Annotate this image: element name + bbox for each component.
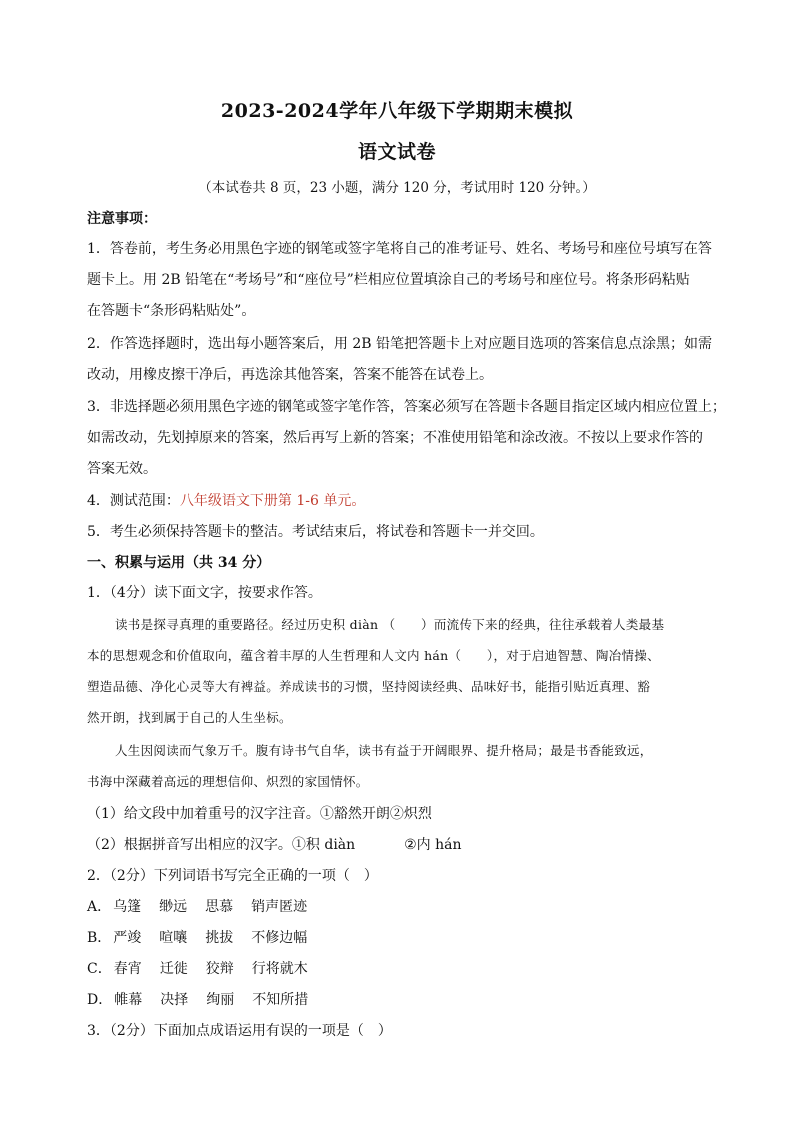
- question-2-option-c: C． 春宵 迁徙 狡辩 行将就木: [87, 961, 308, 977]
- note-3-line-2: 如需改动，先划掉原来的答案，然后再写上新的答案；不准使用铅笔和涂改液。不按以上要求作答的: [87, 430, 703, 446]
- note-1-line-1: 1．答卷前，考生务必用黑色字迹的钢笔或签字笔将自己的准考证号、姓名、考场号和座位号填写在答: [87, 241, 712, 257]
- question-2-option-d: D． 帷幕 决择 绚丽 不知所措: [87, 992, 309, 1008]
- exam-subject-title: 语文试卷: [357, 141, 436, 163]
- note-3-line-1: 3．非选择题必须用黑色字迹的钢笔或签字笔作答，答案必须写在答题卡各题目指定区域内相应位置上；: [87, 399, 726, 415]
- passage-p2-line-2: 书海中深藏着高远的理想信仰、炽烈的家国情怀。: [87, 774, 369, 789]
- question-1-sub-2-a: （2）根据拼音写出相应的汉字。①积 diàn: [87, 837, 356, 853]
- question-1-sub-2: [87, 834, 712, 854]
- note-4: [87, 490, 712, 510]
- exam-title: 2023-2024学年八年级下学期期末模拟: [220, 100, 574, 122]
- exam-info: （本试卷共 8 页，23 小题，满分 120 分，考试用时 120 分钟。）: [198, 180, 596, 196]
- question-2-stem: 2．（2分）下列词语书写完全正确的一项（ ）: [87, 868, 378, 884]
- passage-p2-line-1: 人生因阅读而气象万千。腹有诗书气自华，读书有益于开阔眼界、提升格局；最是书香能致远，: [115, 743, 653, 758]
- passage-p1-line-1: 读书是探寻真理的重要路径。经过历史积 diàn （ ）而流传下来的经典，往往承载着人类最基: [115, 617, 665, 632]
- note-1-line-3: 在答题卡“条形码粘贴处”。: [87, 303, 256, 319]
- question-1-sub-2-b: ②内 hán: [404, 837, 462, 853]
- section-1-heading: 一、积累与运用（共 34 分）: [87, 555, 271, 571]
- passage-p1-line-3: 塑造品德、净化心灵等大有裨益。养成读书的习惯，坚持阅读经典、品味好书，能指引贴近真理、豁: [87, 679, 651, 694]
- question-2-option-b: B． 严竣 喧嚷 挑拔 不修边幅: [87, 930, 308, 946]
- notes-heading: 注意事项：: [87, 211, 157, 227]
- note-2-line-2: 改动，用橡皮擦干净后，再选涂其他答案，答案不能答在试卷上。: [87, 367, 493, 383]
- question-3-stem: 3．（2分）下面加点成语运用有误的一项是（ ）: [87, 1023, 392, 1039]
- passage-p1-line-4: 然开朗，找到属于自己的人生坐标。: [87, 710, 292, 725]
- note-3-line-3: 答案无效。: [87, 461, 157, 477]
- question-1-sub-1: （1）给文段中加着重号的汉字注音。①豁然开朗②炽烈: [87, 806, 432, 822]
- note-4-prefix: 4．测试范围：: [87, 493, 180, 509]
- note-5: 5．考生必须保持答题卡的整洁。考试结束后，将试卷和答题卡一并交回。: [87, 524, 544, 540]
- passage-p1-line-2: 本的思想观念和价值取向，蕴含着丰厚的人生哲理和人文内 hán（ ），对于启迪智慧、陶冶情操、: [87, 648, 660, 663]
- note-1-line-2: 题卡上。用 2B 铅笔在“考场号”和“座位号”栏相应位置填涂自己的考场号和座位号。将条形码粘贴: [87, 272, 690, 288]
- note-2-line-1: 2．作答选择题时，选出每小题答案后，用 2B 铅笔把答题卡上对应题目选项的答案信息点涂黑；如需: [87, 336, 713, 352]
- question-2-option-a: A． 乌篷 缈远 思慕 销声匿迹: [87, 899, 308, 915]
- note-4-range: 八年级语文下册第 1-6 单元。: [179, 493, 366, 509]
- question-1-stem: 1．（4分）读下面文字，按要求作答。: [87, 585, 322, 601]
